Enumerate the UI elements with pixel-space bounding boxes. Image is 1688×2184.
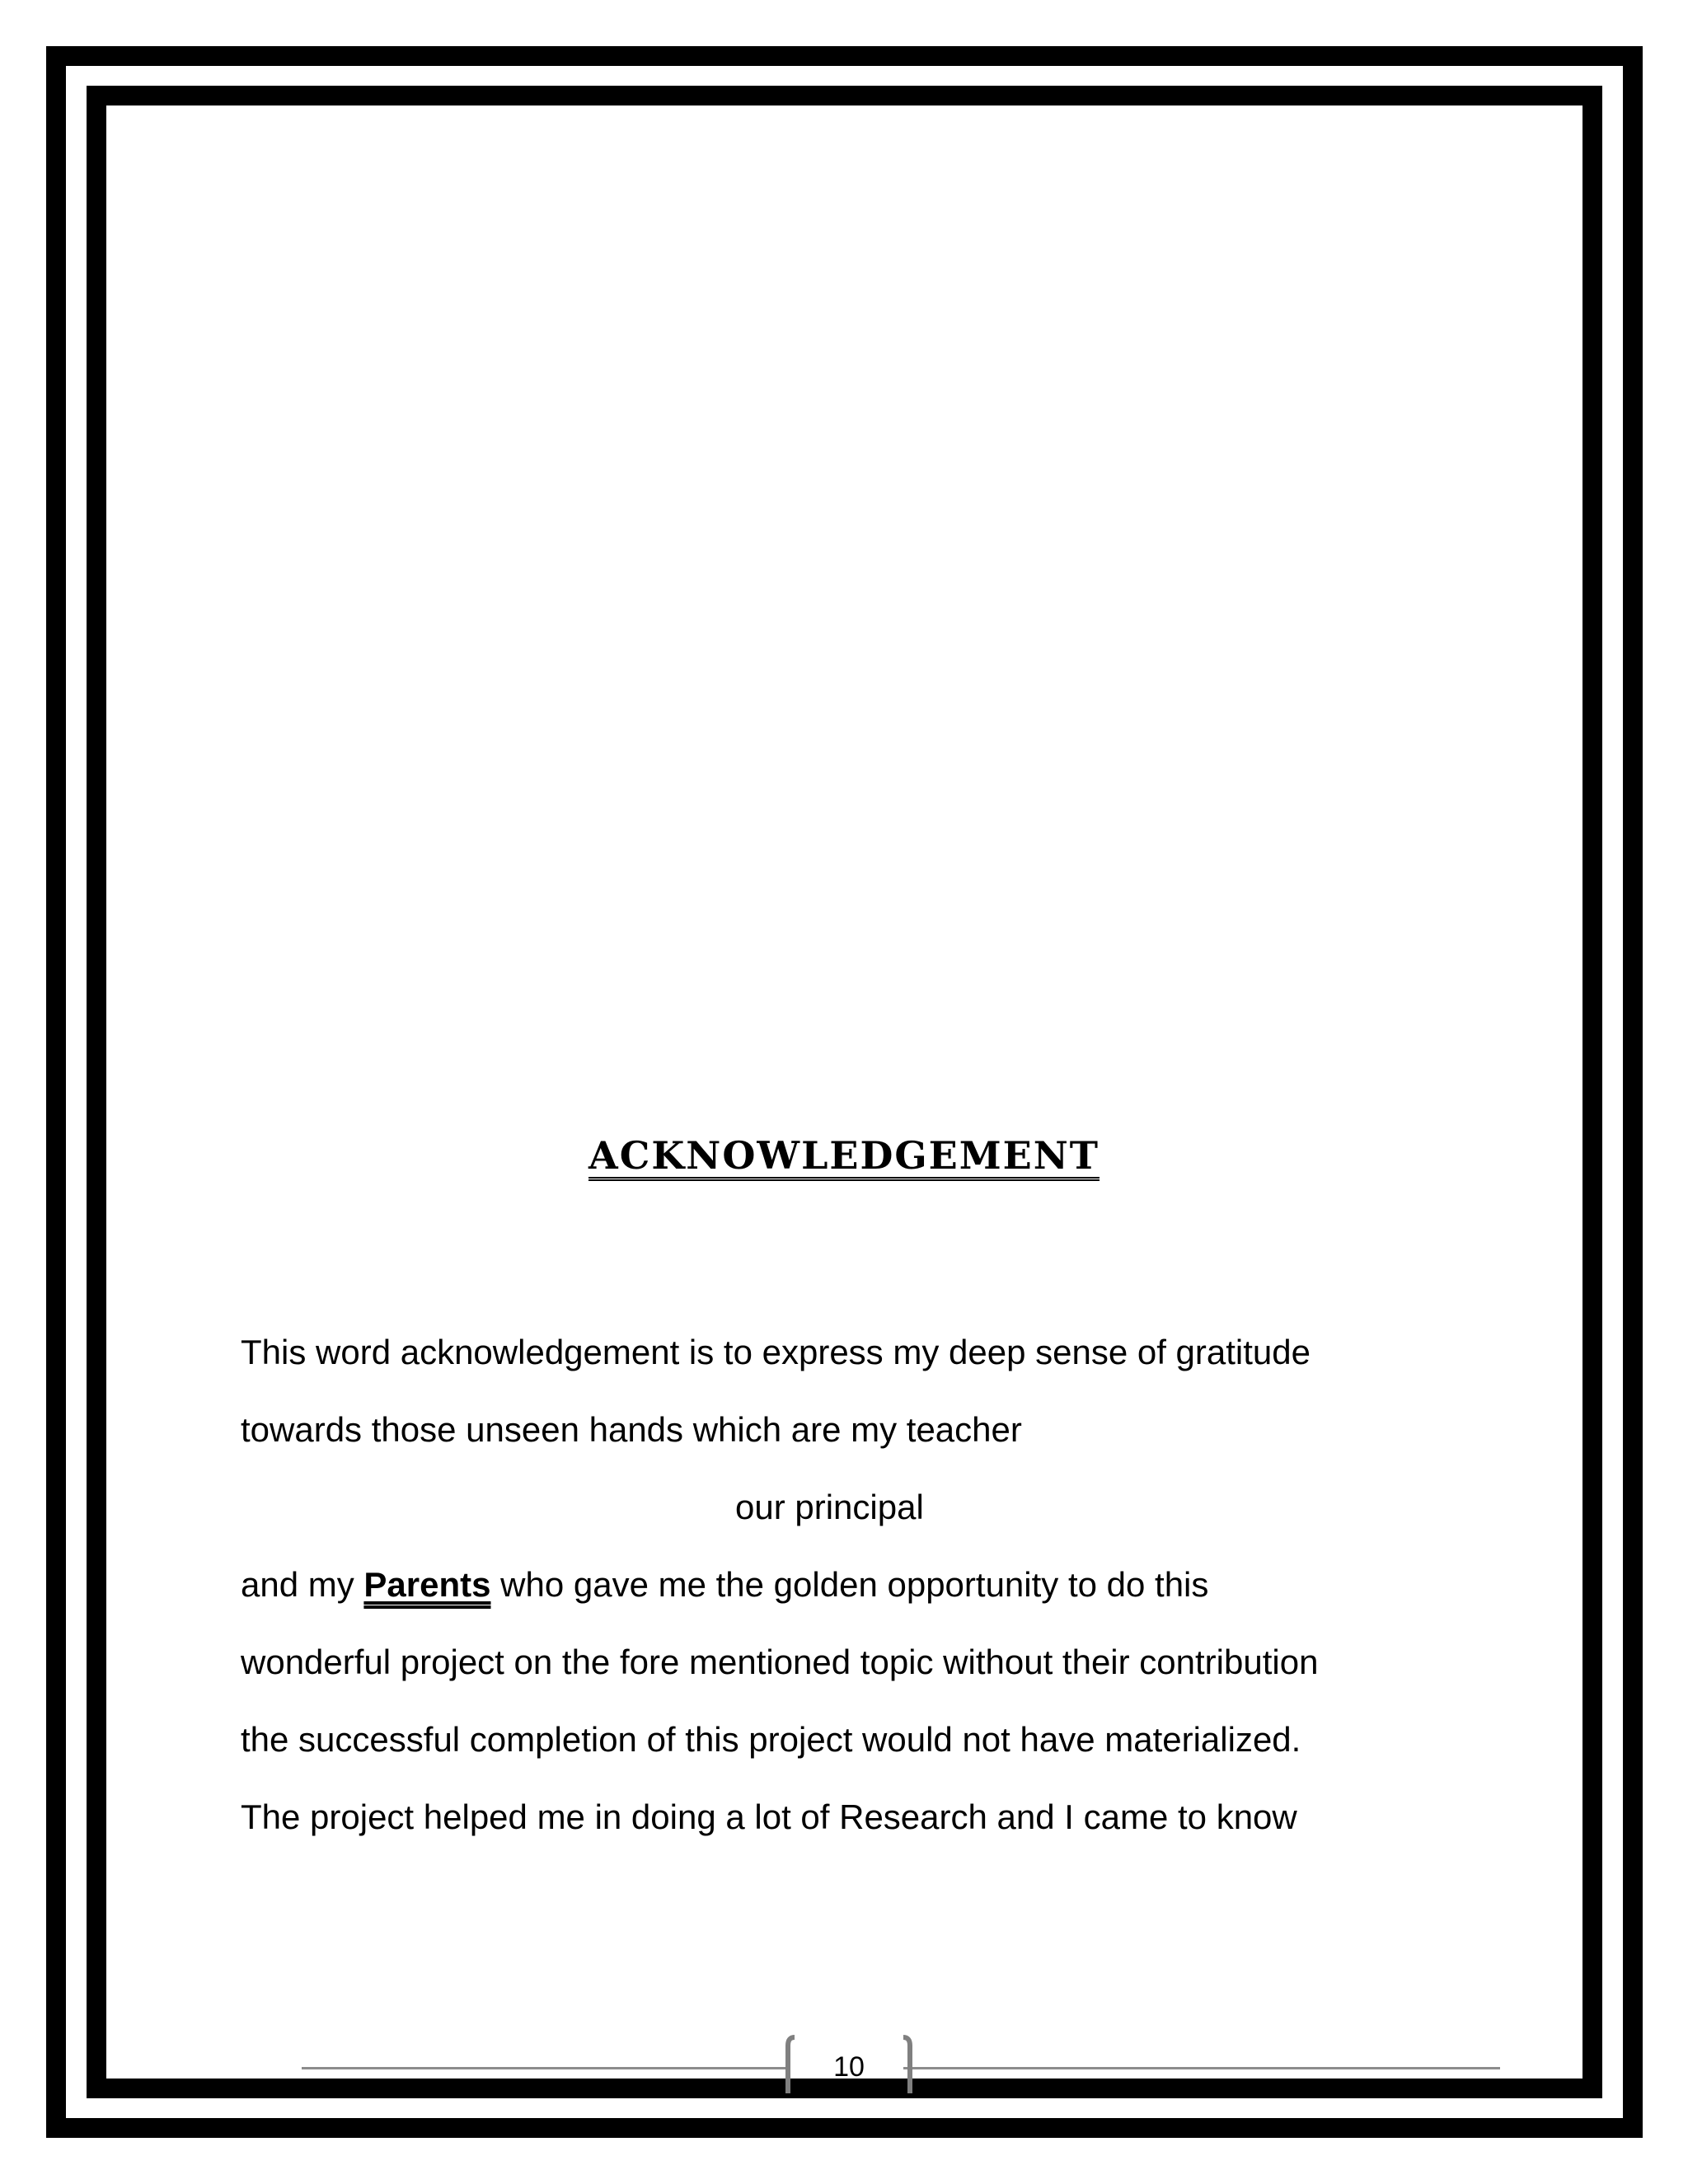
body-line-4 (241, 1558, 1477, 1635)
footer-rule-right (903, 2067, 1500, 2069)
body-line-4-end: who gave me the golden opportunity to do this (490, 1565, 1209, 1604)
body-line-6: the successful completion of this project would not have materialized. (241, 1720, 1301, 1759)
parents-emphasis: Parents (363, 1565, 491, 1604)
body-line-4-start: and my (241, 1565, 364, 1604)
page-title-text: ACKNOWLEDGEMENT (588, 1133, 1100, 1178)
body-line-7: The project helped me in doing a lot of Research and I came to know (241, 1797, 1297, 1836)
page-number: 10 (833, 2051, 865, 2083)
body-line-1: This word acknowledgement is to express my deep sense of gratitude (241, 1333, 1311, 1371)
body-line-2: towards those unseen hands which are my teacher (241, 1410, 1022, 1449)
footer-rule-left (302, 2067, 790, 2069)
acknowledgement-body (241, 1325, 1477, 1868)
body-line-3: our principal (735, 1488, 924, 1526)
body-line-5: wonderful project on the fore mentioned topic without their contribution (241, 1643, 1319, 1681)
page-title (0, 1133, 1688, 1178)
